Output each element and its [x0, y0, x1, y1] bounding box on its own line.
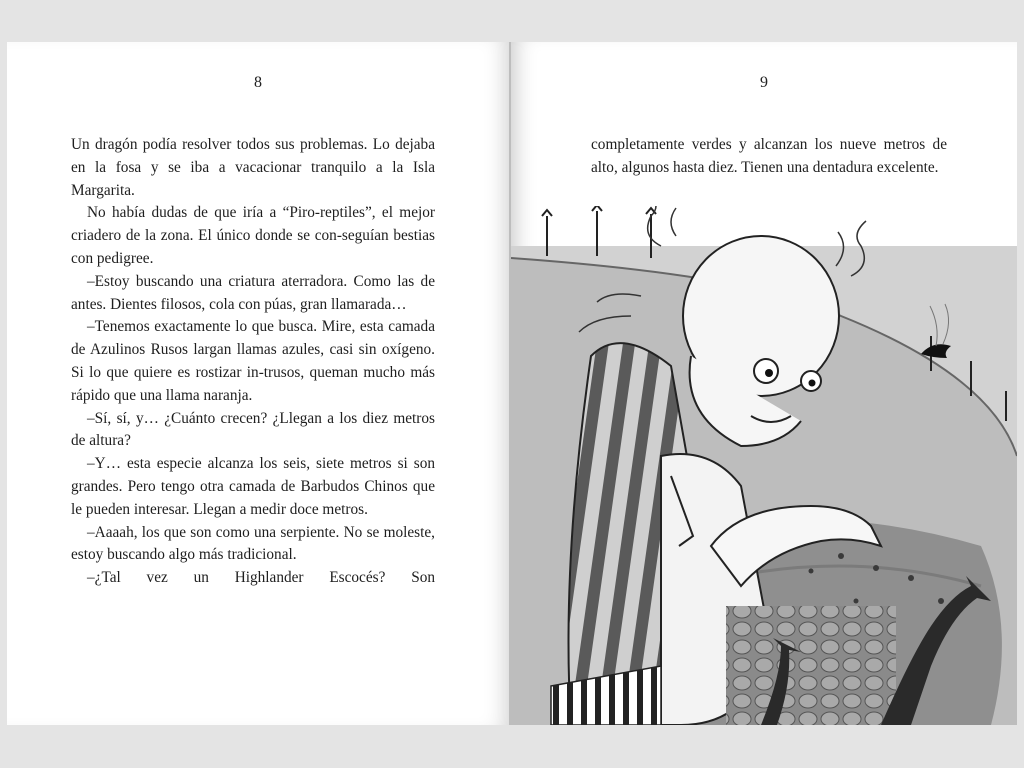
- left-page-text: [71, 134, 435, 590]
- paragraph: –Tenemos exactamente lo que busca. Mire, esta camada de Azulinos Rusos largan llamas azules, casi sin oxígeno. Si lo que quiere es rostizar in-trusos, queman mucho más rápido que una llama naranja.: [71, 318, 435, 404]
- right-page: [511, 42, 1017, 725]
- page-number-left: 8: [254, 74, 262, 91]
- bald-man-illustration: [511, 206, 1017, 725]
- paragraph: –¿Tal vez un Highlander Escocés? Son: [87, 569, 435, 587]
- right-page-text: [591, 134, 947, 180]
- paragraph: No había dudas de que iría a “Piro-reptiles”, el mejor criadero de la zona. El único donde se con-seguían bestias con pedigree.: [71, 204, 435, 267]
- paragraph: –Y… esta especie alcanza los seis, siete metros si son grandes. Pero tengo otra camada de Barbudos Chinos que le pueden interesar. Llegan a medir doce metros.: [71, 455, 435, 518]
- left-page: [7, 42, 509, 725]
- paragraph: –Aaaah, los que son como una serpiente. No se moleste, estoy buscando algo más tradicional.: [71, 523, 435, 564]
- paragraph: Un dragón podía resolver todos sus problemas. Lo dejaba en la fosa y se iba a vacacionar tranquilo a la Isla Margarita.: [71, 136, 435, 199]
- page-number-right: 9: [760, 74, 768, 91]
- paragraph: –Estoy buscando una criatura aterradora. Como las de antes. Dientes filosos, cola con púas, gran llamarada…: [71, 272, 435, 313]
- paragraph: –Sí, sí, y… ¿Cuánto crecen? ¿Llegan a los diez metros de altura?: [71, 409, 435, 450]
- paragraph: completamente verdes y alcanzan los nueve metros de alto, algunos hasta diez. Tienen una dentadura excelente.: [591, 136, 947, 176]
